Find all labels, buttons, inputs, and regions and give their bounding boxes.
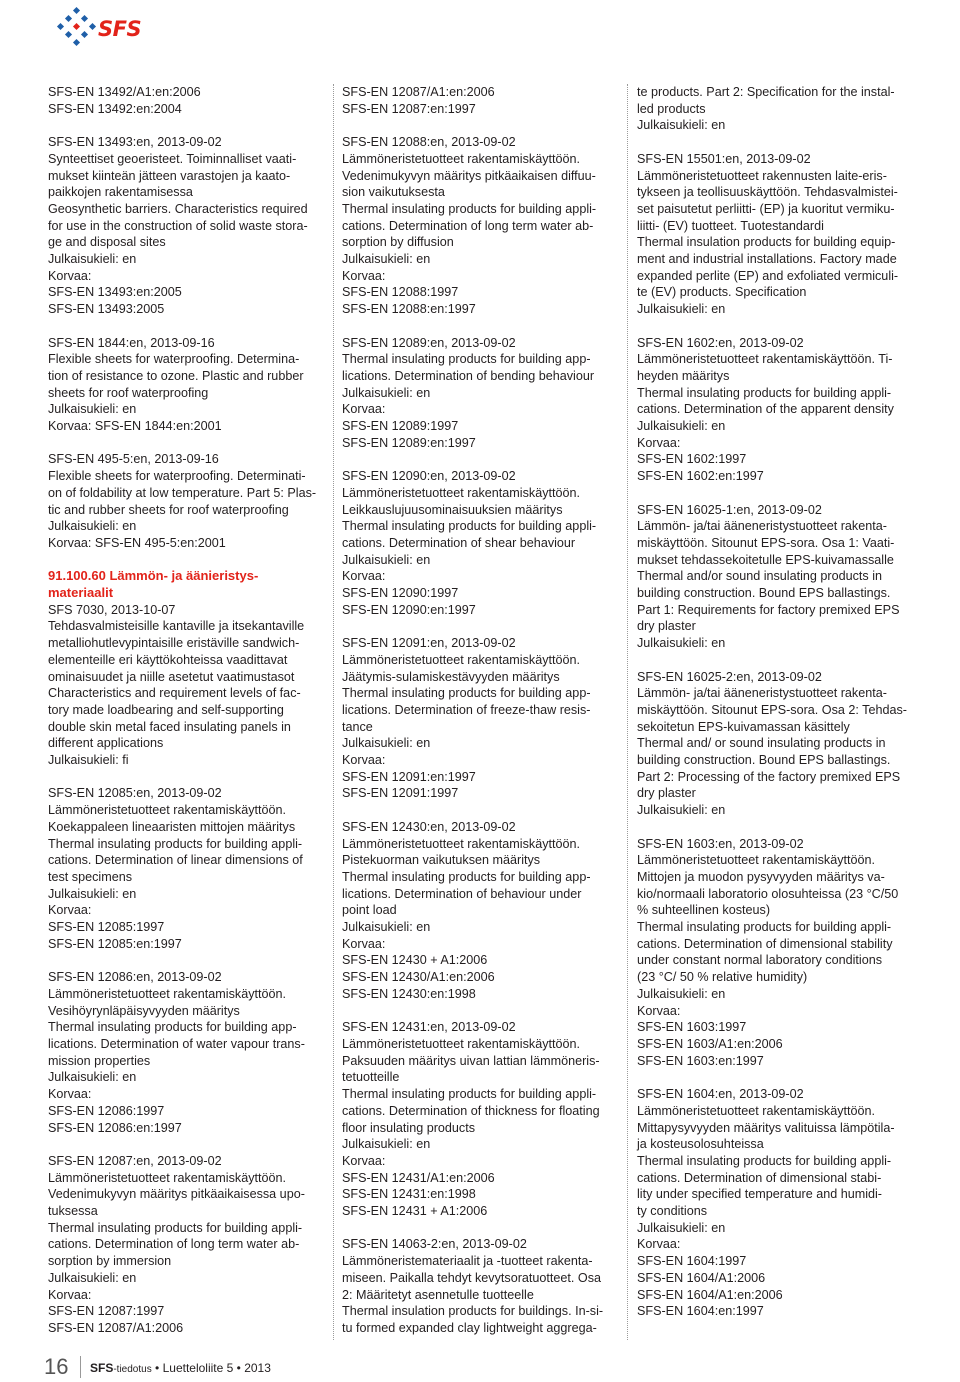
entry-line: tory made loadbearing and self-supporting [48,702,284,717]
entry-line: ment and industrial installations. Factory made [637,252,897,267]
entry-line: tetuotteille [342,1070,400,1085]
standard-entry [637,84,915,134]
entry-line: tuksessa [48,1204,98,1218]
entry-line: liitti- (EV) tuotteet. Tuotestandardi [637,218,824,233]
entry-line: miskäyttöön. Sitounut EPS-sora. Osa 1: Vaati- [637,535,895,550]
entry-line: tance [342,719,373,734]
entry-line: Thermal and/ or sound insulating products in [637,736,886,751]
entry-line: Julkaisukieli: en [342,920,431,935]
entry-line: Paksuuden määritys uivan lattian lämmöneris- [342,1053,600,1068]
entry-line: kio/normaali laboratorio olosuhteissa (23 °C/50 [637,886,899,901]
entry-line: Part 2: Processing of the factory premixed EPS [637,769,901,784]
entry-line: SFS-EN 12090:1997 [342,586,459,601]
entry-line: Leikkauslujuusominaisuuksien määritys [342,502,563,517]
entry-line: Julkaisukieli: en [48,252,137,267]
entry-line: Part 1: Requirements for factory premixed EPS [637,602,900,617]
entry-line: SFS-EN 12431 + A1:2006 [342,1204,488,1219]
footer-bullet: • [155,1361,160,1375]
entry-line: Julkaisukieli: en [637,636,726,651]
entry-line: Korvaa: [342,936,386,951]
entry-line: heyden määritys [637,368,730,383]
entry-line: Lämmön- ja/tai ääneneristystuotteet rakenta- [637,519,887,534]
entry-line: Julkaisukieli: en [637,1220,726,1235]
entry-line: SFS-EN 12086:en, 2013-09-02 [48,970,222,985]
entry-line: SFS-EN 12087:en:1997 [342,101,476,116]
entry-line: Korvaa: SFS-EN 495-5:en:2001 [48,535,226,550]
entry-line: miskäyttöön. Sitounut EPS-sora. Osa 2: Tehdas- [637,702,907,717]
entry-line: Korvaa: [342,1153,386,1168]
entry-line: SFS-EN 12431:en:1998 [342,1187,476,1202]
entry-line: point load [342,903,397,918]
entry-line: Korvaa: [48,1087,92,1102]
entry-line: Julkaisukieli: en [637,118,726,133]
entry-line: Julkaisukieli: en [342,552,431,567]
entry-line: SFS-EN 14063-2:en, 2013-09-02 [342,1237,527,1252]
entry-line: Lämmöneristetuotteet rakentamiskäyttöön. [48,986,287,1001]
entry-line: SFS-EN 495-5:en, 2013-09-16 [48,452,219,467]
entry-line: ja kosteusolosuhteissa [637,1137,764,1152]
entry-line: Jäätymis-sulamiskestävyyden määritys [342,669,560,684]
entry-line: Julkaisukieli: en [637,803,726,818]
entry-line: SFS-EN 16025-2:en, 2013-09-02 [637,669,822,684]
entry-line: SFS-EN 12089:en, 2013-09-02 [342,335,516,350]
entry-line: Thermal and/or sound insulating products in [637,569,883,584]
entry-line: cations. Determination of long term water ab- [48,1237,300,1252]
entry-line: Thermal insulating products for building app- [342,869,591,884]
entry-line: SFS-EN 12431/A1:en:2006 [342,1170,495,1185]
entry-line: Lämmöneristetuotteet rakennusten laite-eris- [637,168,887,183]
entry-line: ominaisuudet ja niille asetetut vaatimustasot [48,669,295,684]
logo-text: SFS [98,17,142,41]
entry-line: Julkaisukieli: en [342,1137,431,1152]
entry-line: Julkaisukieli: en [637,986,726,1001]
footer-bullet: • [236,1361,241,1375]
entry-line: sheets for roof waterproofing [48,385,209,400]
entry-line: Lämmöneristetuotteet rakentamiskäyttöön. [48,803,287,818]
entry-line: Thermal insulating products for building app- [48,1020,297,1035]
entry-line: Korvaa: [637,1003,681,1018]
entry-line: Mittapysyvyyden määritys valituissa lämpötila- [637,1120,895,1135]
standard-entry [637,502,915,652]
entry-line: Korvaa: [342,268,386,283]
entry-line: SFS-EN 1603/A1:en:2006 [637,1037,783,1051]
entry-line: SFS-EN 12086:en:1997 [48,1120,182,1135]
section-heading: materiaalit [48,585,114,601]
standard-entry [48,785,324,952]
entry-line: Julkaisukieli: en [637,302,726,317]
entry-line: cations. Determination of thickness for floating [342,1103,600,1118]
standard-entry [342,134,618,318]
entry-line: SFS-EN 13493:en:2005 [48,285,182,300]
entry-line: Korvaa: [637,1237,681,1252]
standard-entry [342,84,618,117]
entry-line: SFS-EN 13493:2005 [48,302,165,317]
entry-line: SFS-EN 12090:en, 2013-09-02 [342,469,516,484]
standard-entry [637,1086,915,1320]
entry-line: SFS-EN 12430 + A1:2006 [342,953,488,968]
entry-line: SFS 7030, 2013-10-07 [48,602,176,617]
entry-line: (23 °C/ 50 % relative humidity) [637,970,808,985]
entry-line: Lämmöneristemateriaalit ja -tuotteet rakenta- [342,1254,593,1269]
entry-line: Thermal insulating products for building app- [342,686,591,701]
entry-line: SFS-EN 12085:en, 2013-09-02 [48,786,222,801]
entry-line: SFS-EN 1604:en:1997 [637,1304,764,1319]
entry-line: SFS-EN 12091:en:1997 [342,769,476,784]
entry-line: Julkaisukieli: en [48,886,137,901]
entry-line: miseen. Paikalla tehdyt kevytsoratuotteet. Osa [342,1270,602,1285]
entry-line: sion vaikutuksesta [342,185,445,200]
entry-line: SFS-EN 15501:en, 2013-09-02 [637,151,811,166]
entry-line: te products. Part 2: Specification for the instal- [637,85,895,99]
entry-line: SFS-EN 12430:en:1998 [342,986,476,1001]
entry-line: lications. Determination of behaviour under [342,886,582,901]
entry-line: Thermal insulating products for building app- [342,352,591,367]
standard-entry [637,151,915,318]
entry-line: Thermal insulation products for building equip- [637,235,896,250]
column-1 [48,84,324,1353]
entry-line: 2: Määritetyt asennetulle tuotteelle [342,1287,534,1302]
entry-line: sorption by immersion [48,1254,172,1269]
standard-entry [637,335,915,485]
entry-line: Julkaisukieli: en [48,1070,137,1085]
entry-line: SFS-EN 1604/A1:en:2006 [637,1287,783,1302]
entry-line: SFS-EN 13492/A1:en:2006 [48,85,201,99]
entry-line: Thermal insulating products for building appli- [342,519,597,534]
standard-entry [637,669,915,819]
entry-line: tic and rubber sheets for roof waterproofing [48,502,289,517]
entry-line: Julkaisukieli: fi [48,753,129,768]
entry-line: Korvaa: [342,402,386,417]
entry-line: under constant normal laboratory conditions [637,953,883,968]
entry-line: SFS-EN 12089:1997 [342,419,459,434]
entry-line: Lämmöneristetuotteet rakentamiskäyttöön. [48,1170,287,1185]
entry-line: Lämmöneristetuotteet rakentamiskäyttöön. [342,1036,581,1051]
entry-line: SFS-EN 16025-1:en, 2013-09-02 [637,502,822,517]
entry-line: cations. Determination of dimensional stability [637,936,893,951]
entry-line: test specimens [48,869,132,884]
entry-line: Julkaisukieli: en [48,402,137,417]
entry-line: Korvaa: [342,569,386,584]
entry-line: SFS-EN 1604/A1:2006 [637,1270,766,1285]
footer-year: 2013 [244,1361,271,1375]
entry-line: SFS-EN 12087/A1:en:2006 [342,85,495,99]
entry-line: on of foldability at low temperature. Part 5: Plas- [48,485,317,500]
entry-line: SFS-EN 1603:en:1997 [637,1053,764,1068]
entry-line: SFS-EN 1603:1997 [637,1020,747,1035]
entry-line: Mittojen ja muodon pysyvyyden määritys va- [637,869,885,884]
entry-line: Julkaisukieli: en [342,252,431,267]
entry-line: % suhteellinen kosteus) [637,903,771,918]
entry-line: paikkojen rakentamisessa [48,185,193,200]
entry-line: lications. Determination of freeze-thaw resis- [342,702,591,717]
footer-publication: Luetteloliite 5 [162,1361,234,1375]
entry-line: SFS-EN 12091:1997 [342,786,459,801]
standard-entry [48,969,324,1136]
entry-line: Lämmöneristetuotteet rakentamiskäyttöön. [342,485,581,500]
footer-brand-name: SFS [90,1361,114,1375]
entry-line: Vedenimukyvyn määritys pitkäaikaisen diffuu- [342,168,596,183]
entry-line: Julkaisukieli: en [342,736,431,751]
entry-line: Julkaisukieli: en [342,385,431,400]
entry-line: double skin metal faced insulating panels in [48,719,291,734]
entry-line: lications. Determination of bending behaviour [342,368,595,383]
standard-entry [342,635,618,802]
entry-line: SFS-EN 12430/A1:en:2006 [342,970,495,985]
entry-line: SFS-EN 12086:1997 [48,1103,165,1118]
entry-line: SFS-EN 1604:1997 [637,1254,747,1269]
entry-line: lications. Determination of water vapour trans- [48,1036,305,1051]
entry-line: Thermal insulating products for building appli- [637,920,892,935]
standard-entry [637,836,915,1070]
footer-brand-suffix: -tiedotus [113,1364,152,1375]
entry-line: sorption by diffusion [342,235,454,250]
entry-line: Lämmön- ja/tai ääneneristystuotteet rakenta- [637,686,887,701]
standard-entry [342,819,618,1003]
footer-text [90,1361,271,1375]
entry-line: ge and disposal sites [48,235,166,250]
entry-line: cations. Determination of linear dimensions of [48,853,303,868]
entry-line: SFS-EN 12087/A1:2006 [48,1320,184,1335]
footer-divider [80,1356,81,1378]
entry-line: Koekappaleen lineaaristen mittojen määritys [48,819,296,834]
column-2 [342,84,618,1353]
standard-entry [48,568,324,768]
entry-line: cations. Determination of the apparent density [637,402,894,417]
entry-line: SFS-EN 1602:en:1997 [637,469,764,484]
entry-line: lity under specified temperature and humidi- [637,1187,883,1202]
entry-line: Lämmöneristetuotteet rakentamiskäyttöön. Ti- [637,352,893,367]
entry-line: tu formed expanded clay lightweight aggrega- [342,1320,597,1335]
standard-entry [342,468,618,618]
entry-line: SFS-EN 1602:1997 [637,452,747,467]
entry-line: set paisutetut perliitti- (EP) ja kuoritut vermiku- [637,201,895,216]
entry-line: SFS-EN 12085:1997 [48,920,165,935]
entry-line: SFS-EN 12087:en, 2013-09-02 [48,1153,222,1168]
entry-line: SFS-EN 1844:en, 2013-09-16 [48,335,215,350]
column-divider [627,84,628,1340]
entry-line: tion of resistance to ozone. Plastic and rubber [48,368,304,383]
entry-line: mission properties [48,1053,151,1068]
entry-line: SFS-EN 1603:en, 2013-09-02 [637,836,804,851]
entry-line: Lämmöneristetuotteet rakentamiskäyttöön. [637,1103,876,1118]
entry-line: Lämmöneristetuotteet rakentamiskäyttöön. [342,836,581,851]
page-number: 16 [44,1354,69,1379]
entry-line: metalliohutlevypintaisille eristäville sandwich- [48,636,300,651]
section-heading: 91.100.60 Lämmön- ja äänieristys- [48,568,259,584]
entry-line: SFS-EN 12085:en:1997 [48,936,182,951]
entry-line: Julkaisukieli: en [48,519,137,534]
entry-line: Pistekuorman vaikutuksen määritys [342,853,541,868]
entry-line: Julkaisukieli: en [48,1270,137,1285]
entry-line: sekoitetun EPS-kuivamassan käsittely [637,719,850,734]
entry-line: SFS-EN 13492:en:2004 [48,101,182,116]
entry-line: Thermal insulating products for building appli- [342,1087,597,1102]
standard-entry [48,84,324,117]
entry-line: for use in the construction of solid waste stora- [48,218,308,233]
entry-line: Geosynthetic barriers. Characteristics required [48,201,308,216]
entry-line: elementeille eri käyttökohteissa vaadittavat [48,652,288,667]
entry-line: SFS-EN 12088:en:1997 [342,302,476,317]
entry-line: SFS-EN 12088:1997 [342,285,459,300]
standard-entry [342,1236,618,1336]
entry-line: cations. Determination of long term water ab- [342,218,594,233]
entry-line: SFS-EN 12090:en:1997 [342,602,476,617]
entry-line: SFS-EN 13493:en, 2013-09-02 [48,135,222,150]
entry-line: led products [637,101,706,116]
entry-line: SFS-EN 1604:en, 2013-09-02 [637,1087,804,1102]
entry-line: Vesihöyrynläpäisyvyyden määritys [48,1003,240,1018]
entry-line: SFS-EN 12431:en, 2013-09-02 [342,1020,516,1035]
entry-line: building construction. Bound EPS ballastings. [637,753,891,768]
standard-entry [48,134,324,318]
column-3 [637,84,915,1337]
entry-line: Synteettiset geoeristeet. Toiminnalliset vaati- [48,151,297,166]
entry-line: cations. Determination of dimensional stabi- [637,1170,882,1185]
entry-line: SFS-EN 12087:1997 [48,1304,165,1319]
entry-line: mukset kiinteän jätteen varastojen ja kaato- [48,168,291,183]
entry-line: SFS-EN 12089:en:1997 [342,435,476,450]
entry-line: expanded perlite (EP) and exfoliated vermiculi- [637,268,899,283]
entry-line: ty conditions [637,1204,708,1219]
entry-line: Thermal insulating products for building appli- [637,385,892,400]
entry-line: Lämmöneristetuotteet rakentamiskäyttöön. [342,652,581,667]
standard-entry [342,335,618,452]
entry-line: cations. Determination of shear behaviour [342,535,576,550]
entry-line: Korvaa: [48,1287,92,1302]
entry-line: Lämmöneristetuotteet rakentamiskäyttöön. [342,151,581,166]
entry-line: Thermal insulating products for building appli- [48,1220,303,1235]
entry-line: dry plaster [637,619,696,634]
entry-line: Korvaa: [48,903,92,918]
entry-line: floor insulating products [342,1120,476,1135]
entry-line: building construction. Bound EPS ballastings. [637,586,891,601]
entry-line: Thermal insulation products for buildings. In-si- [342,1304,604,1319]
entry-line: te (EV) products. Specification [637,285,807,300]
entry-line: Tehdasvalmisteisille kantaville ja itsekantaville [48,619,305,634]
entry-line: Vedenimukyvyn määritys pitkäaikaisessa upo- [48,1187,305,1202]
entry-line: SFS-EN 1602:en, 2013-09-02 [637,335,804,350]
entry-line: Korvaa: SFS-EN 1844:en:2001 [48,419,222,434]
standard-entry [48,335,324,435]
entry-line: SFS-EN 12091:en, 2013-09-02 [342,636,516,651]
column-divider [333,84,334,1340]
entry-line: Korvaa: [342,753,386,768]
entry-line: Thermal insulating products for building appli- [637,1153,892,1168]
entry-line: Korvaa: [48,268,92,283]
standard-entry [48,451,324,551]
entry-line: SFS-EN 12088:en, 2013-09-02 [342,135,516,150]
entry-line: SFS-EN 12430:en, 2013-09-02 [342,819,516,834]
entry-line: mukset tehdassekoitetulle EPS-kuivamassalle [637,552,894,567]
entry-line: tykseen ja teollisuuskäyttöön. Tehdasvalmistei- [637,185,898,200]
standard-entry [342,1019,618,1219]
entry-line: Thermal insulating products for building appli- [342,201,597,216]
footer-brand [90,1361,152,1375]
entry-line: different applications [48,736,164,751]
entry-line: Characteristics and requirement levels of fac- [48,686,301,701]
entry-line: Korvaa: [637,435,681,450]
logo-diamond-icon [52,6,100,52]
entry-line: Flexible sheets for waterproofing. Determinati- [48,469,306,484]
entry-line: Lämmöneristetuotteet rakentamiskäyttöön. [637,853,876,868]
entry-line: Thermal insulating products for building appli- [48,836,303,851]
entry-line: Julkaisukieli: en [637,419,726,434]
entry-line: dry plaster [637,786,696,801]
standard-entry [48,1153,324,1337]
entry-line: Flexible sheets for waterproofing. Determina- [48,352,300,367]
